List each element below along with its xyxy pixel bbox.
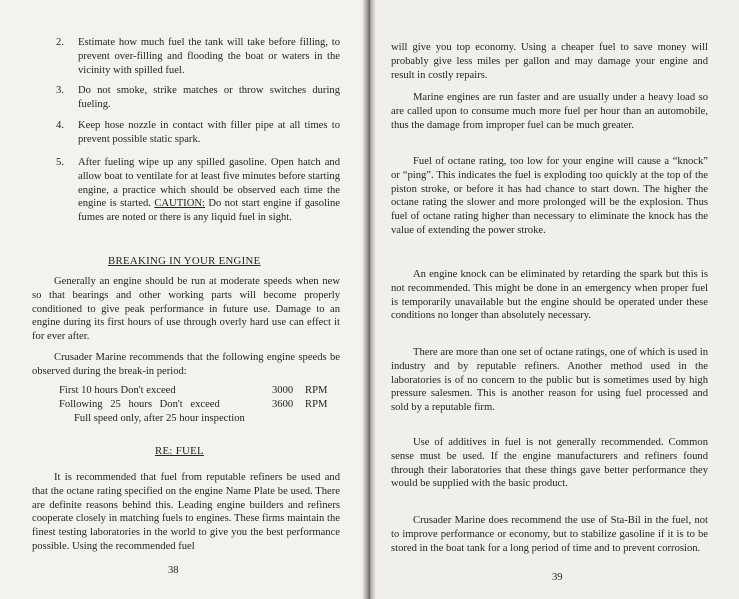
page-number: 39 (552, 572, 563, 583)
paragraph: An engine knock can be eliminated by retarding the spark but this is not recommended. This might be done in an emergency when proper fuel is temporarily unavailable but the engine should be operated under these conditions no longer than absolutely necessary. (391, 269, 708, 322)
page-number: 38 (168, 565, 179, 576)
caution-text: Do not start engine if gasoline fumes are noted or there is any liquid fuel in sight. (78, 198, 340, 224)
speed-value: 3000 (272, 385, 294, 396)
paragraph: There are more than one set of octane ratings, one of which is used in industry and by reputable refiners. Another method used in the laboratories is of no concern to the public but is sometimes used by high pressure salesmen. This is another reason for using fuel processed and sold by a reputable firm. (391, 347, 708, 414)
speed-label: Following 25 hours Don't exceed (59, 399, 220, 410)
paragraph: will give you top economy. Using a cheaper fuel to save money will probably give less miles per gallon and may damage your engine and result in costly repairs. (391, 42, 708, 81)
heading-re-fuel: RE: FUEL (155, 445, 204, 457)
caution-label: CAUTION: (154, 198, 205, 210)
speed-value: 3600 (272, 399, 294, 410)
book-gutter (362, 0, 376, 599)
paragraph: It is recommended that fuel from reputable refiners be used and that the octane rating specified on the engine Name Plate be used. There are definite reasons behind this. Leading engine builders and refiners cooperate closely in matching fuels to engines. These firms maintain the finest testing laboratories in the world to give you the best performance possible. Using the recommended fuel (32, 472, 340, 552)
paragraph: Crusader Marine recommends that the following engine speeds be observed during the break-in period: (32, 352, 340, 377)
speed-label: First 10 hours Don't exceed (59, 385, 176, 396)
paragraph: Use of additives in fuel is not generally recommended. Common sense must be used. If the engine manufacturers and refiners found through their laboratories that these things gave better performance they would be supplied with the basic product. (391, 437, 708, 490)
list-item: Estimate how much fuel the tank will take before filling, to prevent over-filling and flooding the boat or waters in the vicinity with spilled fuel. (78, 37, 340, 76)
list-item-text: After fueling wipe up any spilled gasoline. Open hatch and allow boat to ventilate for at least five minutes before starting engine, a practice which should be observed each time the engine is started. (78, 157, 340, 210)
speed-unit: RPM (305, 399, 328, 410)
right-page (371, 0, 739, 599)
left-page (0, 0, 368, 599)
paragraph: Crusader Marine does recommend the use of Sta-Bil in the fuel, not to improve performance or economy, but to stabilize gasoline if it is to be stored in the boat tank for a long period of time and to prevent corrosion. (391, 515, 708, 554)
list-number: 2. (56, 37, 64, 48)
list-number: 4. (56, 120, 64, 131)
list-number: 5. (56, 157, 64, 168)
paragraph: Marine engines are run faster and are usually under a heavy load so are called upon to consume much more fuel per hour than an automobile, thus the damage from improper fuel can be much greater. (391, 92, 708, 131)
paragraph: Generally an engine should be run at moderate speeds when new so that bearings and other working parts will become properly conditioned to give peak performance in future use. Damage to an engine during its first hours of use through overly hard use can effect it for ever after. (32, 276, 340, 343)
list-item: Keep hose nozzle in contact with filler pipe at all times to prevent possible static spark. (78, 120, 340, 145)
list-item (78, 156, 340, 225)
speed-unit: RPM (305, 385, 328, 396)
paragraph: Fuel of octane rating, too low for your engine will cause a “knock” or “ping”. This indicates the fuel is exploding too quickly at the top of the piston stroke, or before it has had chance to start down. The higher the octane rating the slower and more prolonged will be the explosion. Thus fuel of octane rating higher than necessary to eliminate the knock has the value of extending the power stroke. (391, 156, 708, 236)
heading-breaking-in: BREAKING IN YOUR ENGINE (108, 255, 261, 267)
list-item: Do not smoke, strike matches or throw switches during fueling. (78, 85, 340, 110)
speed-note: Full speed only, after 25 hour inspection (74, 413, 245, 424)
list-number: 3. (56, 85, 64, 96)
